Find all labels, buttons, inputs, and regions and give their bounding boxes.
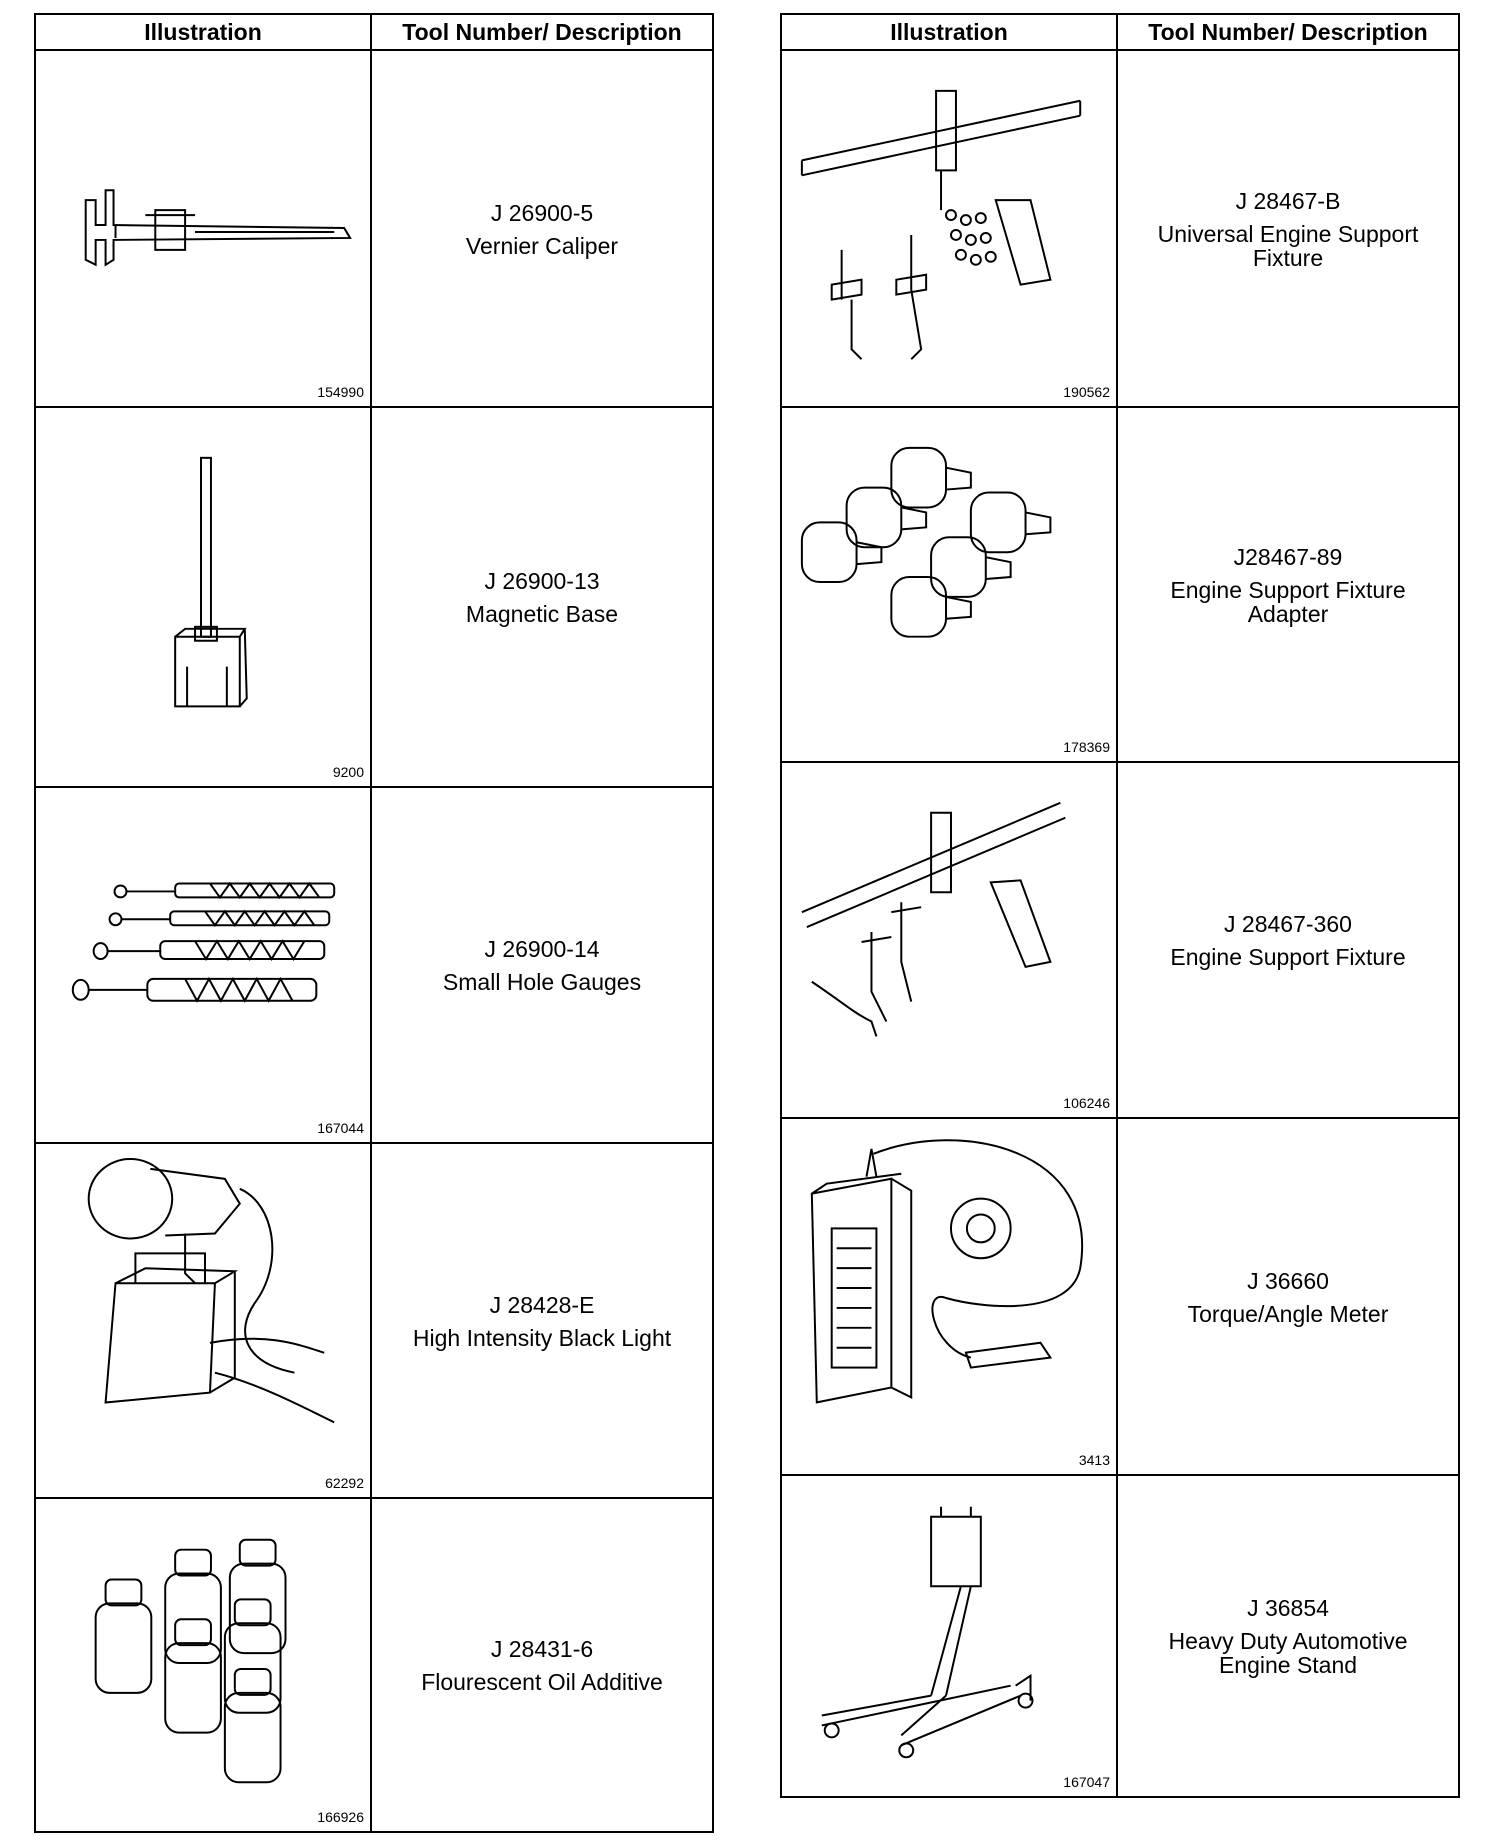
tool-number: J 26900-5 [490, 199, 594, 226]
tool-number: J 36660 [1247, 1267, 1329, 1294]
table-row [36, 408, 712, 788]
table-row [36, 51, 712, 408]
tool-description [1118, 1119, 1458, 1474]
tool-number: J 28467-360 [1224, 911, 1352, 937]
tool-description [372, 1499, 712, 1831]
tool-name: Engine Support Fixture Adapter [1170, 576, 1406, 627]
table-header [36, 15, 712, 51]
universal-engine-support-icon [782, 51, 1116, 406]
figure-number: 178369 [1063, 739, 1110, 755]
table-row [36, 1144, 712, 1499]
tool-name: Engine Support Fixture [1170, 944, 1406, 970]
figure-number: 154990 [317, 384, 364, 400]
figure-number: 62292 [325, 1475, 364, 1491]
illustration-cell [36, 1144, 372, 1497]
tool-description [1118, 1476, 1458, 1796]
tool-number: J 28431-6 [490, 1636, 594, 1662]
tool-description [1118, 763, 1458, 1117]
tool-description [372, 51, 712, 406]
torque-angle-meter-icon [782, 1119, 1116, 1474]
tool-name: Flourescent Oil Additive [421, 1669, 663, 1695]
tool-number: J28467-89 [1233, 543, 1343, 570]
small-hole-gauges-icon [36, 788, 370, 1142]
header-tool: Tool Number/ Description [402, 18, 682, 45]
table-row [36, 1499, 712, 1831]
tool-name: Small Hole Gauges [442, 969, 642, 995]
table-row [782, 1476, 1458, 1796]
tool-description [372, 788, 712, 1142]
tool-name: Heavy Duty Automotive Engine Stand [1168, 1628, 1408, 1678]
tool-name: High Intensity Black Light [412, 1324, 672, 1351]
illustration-cell [36, 788, 372, 1142]
tool-description [1118, 51, 1458, 406]
tool-number: J 36854 [1247, 1595, 1329, 1621]
figure-number: 167044 [317, 1120, 364, 1136]
illustration-cell [36, 51, 372, 406]
vernier-caliper-icon [36, 51, 370, 406]
tool-name: Vernier Caliper [465, 232, 619, 259]
tool-name: Torque/Angle Meter [1187, 1300, 1389, 1327]
header-tool: Tool Number/ Description [1148, 18, 1428, 45]
figure-number: 9200 [332, 764, 364, 780]
table-row [36, 788, 712, 1144]
illustration-cell [782, 1119, 1118, 1474]
tool-name: Universal Engine Support Fixture [1157, 220, 1419, 271]
tool-number: J 26900-14 [484, 936, 600, 962]
figure-number: 190562 [1063, 384, 1110, 400]
black-light-icon [36, 1144, 370, 1497]
figure-number: 106246 [1063, 1095, 1110, 1111]
tool-description [372, 1144, 712, 1497]
tool-description [372, 408, 712, 786]
engine-stand-icon [782, 1476, 1116, 1796]
figure-number: 167047 [1063, 1774, 1110, 1790]
tool-number: J 26900-13 [484, 568, 600, 594]
illustration-cell [782, 408, 1118, 761]
tools-table-right [780, 13, 1460, 1798]
table-header [782, 15, 1458, 51]
tool-number: J 28428-E [489, 1291, 595, 1318]
table-row [782, 51, 1458, 408]
header-illustration: Illustration [782, 15, 1118, 49]
illustration-cell [36, 1499, 372, 1831]
illustration-cell [782, 51, 1118, 406]
illustration-cell [36, 408, 372, 786]
oil-additive-bottles-icon [36, 1499, 370, 1831]
table-row [782, 1119, 1458, 1476]
tool-number: J 28467-B [1235, 187, 1341, 214]
header-illustration: Illustration [36, 15, 372, 49]
table-row [782, 763, 1458, 1119]
tool-description [1118, 408, 1458, 761]
fixture-adapter-icon [782, 408, 1116, 761]
magnetic-base-icon [36, 408, 370, 786]
tool-name: Magnetic Base [465, 601, 619, 627]
illustration-cell [782, 763, 1118, 1117]
engine-support-fixture-icon [782, 763, 1116, 1117]
illustration-cell [782, 1476, 1118, 1796]
table-row [782, 408, 1458, 763]
figure-number: 166926 [317, 1809, 364, 1825]
tools-table-left [34, 13, 714, 1833]
figure-number: 3413 [1078, 1452, 1110, 1468]
